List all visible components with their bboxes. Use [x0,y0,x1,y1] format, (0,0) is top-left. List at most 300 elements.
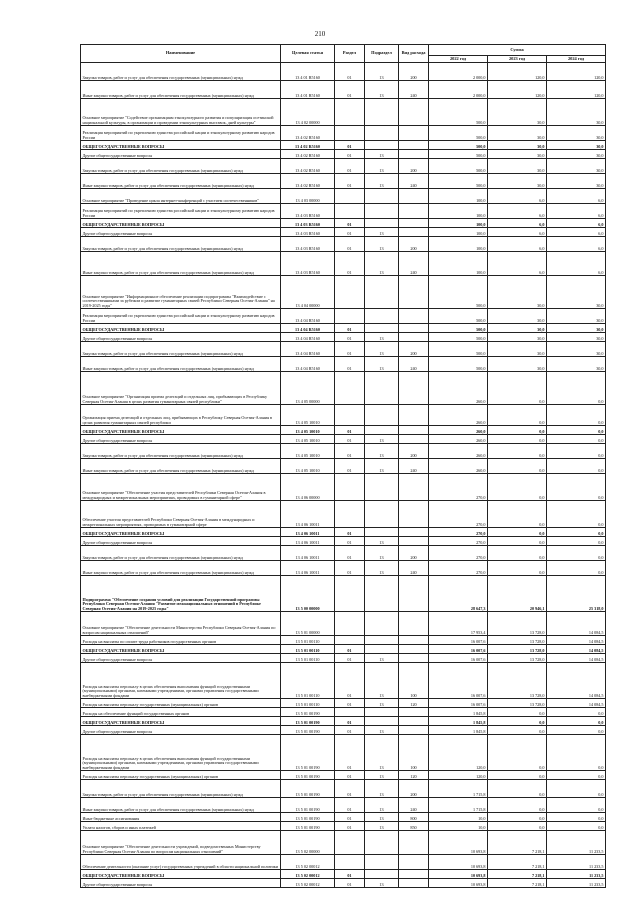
cell-2024: 0,0 [547,444,606,459]
cell-2023: 6,0 [488,237,547,252]
cell-name: Закупка товаров, работ и услуг для обеспечения государственных (муниципальных) нужд [81,237,281,252]
header-subsection: Подраздел [365,45,399,63]
table-row [81,219,606,228]
cell-2024: 0,0 [547,435,606,444]
cell-2024: 14 084,5 [547,654,606,663]
cell-kind [399,636,429,645]
table-row [81,435,606,444]
budget-table [80,44,606,888]
cell-section [335,276,365,309]
cell-2023: 0,0 [488,561,547,576]
cell-kind: 240 [399,174,429,189]
cell-2023: 0,0 [488,501,547,528]
cell-2022: 260,0 [429,435,488,444]
table-row [81,189,606,204]
cell-kind: 850 [399,822,429,831]
cell-2023: 120,0 [488,63,547,81]
cell-2024: 30,0 [547,309,606,324]
cell-2022: 500,0 [429,174,488,189]
cell-2022: 100,0 [429,204,488,219]
cell-subsection [365,309,399,324]
cell-subsection: 13 [365,342,399,357]
cell-name: Иные закупки товаров, работ и услуг для обеспечения государственных (муниципальных) нужд [81,798,281,813]
cell-2023: 13 728,0 [488,699,547,708]
cell-code: 13 4 02 R5160 [281,126,335,141]
cell-kind: 240 [399,459,429,474]
table-row [81,576,606,612]
cell-2024: 0,0 [547,537,606,546]
cell-2023: 6,0 [488,189,547,204]
cell-code: 13 5 01 00190 [281,771,335,780]
cell-section: 01 [335,546,365,561]
cell-kind [399,219,429,228]
cell-2024: 14 084,5 [547,636,606,645]
cell-kind [399,435,429,444]
cell-2022: 270,0 [429,546,488,561]
table-row [81,237,606,252]
table-row [81,645,606,654]
cell-code: 13 5 01 00190 [281,717,335,726]
cell-2022: 260,0 [429,459,488,474]
header-year-2024: 2024 год [547,56,606,63]
cell-kind [399,324,429,333]
cell-section: 01 [335,717,365,726]
cell-2024: 14 084,5 [547,612,606,636]
cell-kind: 200 [399,444,429,459]
cell-name: Другие общегосударственные вопросы [81,537,281,546]
table-row [81,228,606,237]
cell-2022: 500,0 [429,126,488,141]
cell-code: 13 5 01 00190 [281,780,335,798]
cell-subsection [365,831,399,855]
cell-name: Другие общегосударственные вопросы [81,726,281,735]
cell-code: 13 4 03 R5160 [281,204,335,219]
table-row [81,636,606,645]
header-code: Целевая статья [281,45,335,63]
header-year-2022: 2022 год [429,56,488,63]
table-row [81,444,606,459]
cell-2024: 6,0 [547,228,606,237]
cell-subsection: 13 [365,798,399,813]
cell-kind [399,189,429,204]
cell-section [335,708,365,717]
cell-code: 13 4 04 R5160 [281,342,335,357]
cell-subsection: 13 [365,459,399,474]
cell-code: 13 4 05 10010 [281,435,335,444]
cell-section: 01 [335,654,365,663]
cell-code: 13 4 02 R5160 [281,159,335,174]
cell-code: 13 4 01 R5160 [281,63,335,81]
cell-section [335,612,365,636]
cell-section: 01 [335,813,365,822]
cell-2024: 11 233,5 [547,855,606,870]
cell-subsection [365,870,399,879]
cell-2023: 0,0 [488,405,547,426]
table-row [81,879,606,888]
cell-name: Закупка товаров, работ и услуг для обеспечения государственных (муниципальных) нужд [81,342,281,357]
table-row [81,771,606,780]
cell-2024: 6,0 [547,219,606,228]
cell-subsection [365,219,399,228]
cell-name: Расходы на выплаты персоналу государственных (муниципальных) органов [81,771,281,780]
cell-name: Основное мероприятие "Обеспечение деятельности учреждений, подведомственных Министерству Республики Северная Осетия-Алания по вопросам национальных отношений" [81,831,281,855]
cell-2023: 6,0 [488,204,547,219]
cell-2022: 100,0 [429,228,488,237]
cell-name: ОБЩЕГОСУДАРСТВЕННЫЕ ВОПРОСЫ [81,870,281,879]
cell-2023: 0,0 [488,813,547,822]
cell-2023: 30,0 [488,174,547,189]
table-row [81,159,606,174]
cell-code: 13 5 01 00110 [281,645,335,654]
cell-2023: 6,0 [488,252,547,276]
table-row [81,780,606,798]
cell-section [335,126,365,141]
cell-2023: 0,0 [488,372,547,405]
cell-name: Другие общегосударственные вопросы [81,879,281,888]
cell-subsection: 13 [365,357,399,372]
cell-code: 13 5 02 00012 [281,855,335,870]
cell-subsection: 13 [365,150,399,159]
cell-2023: 30,0 [488,126,547,141]
cell-name: Иные закупки товаров, работ и услуг для обеспечения государственных (муниципальных) нужд [81,561,281,576]
cell-2022: 500,0 [429,141,488,150]
cell-kind: 200 [399,342,429,357]
cell-2024: 0,0 [547,771,606,780]
cell-name: Обеспечение участия представителей Республики Северная Осетия-Алания в международных и межрегиональных мероприятиях, проводимых в гуманитарной сфере [81,501,281,528]
cell-2024: 30,0 [547,141,606,150]
cell-name: Закупка товаров, работ и услуг для обеспечения государственных (муниципальных) нужд [81,444,281,459]
cell-code: 13 5 02 00012 [281,879,335,888]
cell-subsection: 13 [365,561,399,576]
cell-name: Основное мероприятие "Информационное обеспечение реализации подпрограммы "Взаимодействие с соотечественниками за рубежом и развитие гуманитарных связей Республики Северная Осетия-Алания" на 2019-2025 годы" [81,276,281,309]
cell-section [335,576,365,612]
cell-code: 13 5 00 00000 [281,576,335,612]
table-row [81,612,606,636]
cell-subsection: 13 [365,444,399,459]
cell-2024: 25 318,0 [547,576,606,612]
cell-kind [399,855,429,870]
cell-name: Иные закупки товаров, работ и услуг для обеспечения государственных (муниципальных) нужд [81,81,281,99]
cell-section: 01 [335,780,365,798]
cell-2022: 16 007,6 [429,699,488,708]
table-row [81,99,606,126]
cell-kind [399,99,429,126]
cell-name: Уплата налогов, сборов и иных платежей [81,822,281,831]
cell-2022: 1 715,8 [429,798,488,813]
cell-kind [399,276,429,309]
cell-2022: 500,0 [429,324,488,333]
cell-2022: 270,0 [429,537,488,546]
table-body [81,63,606,888]
cell-code: 13 4 02 R5160 [281,150,335,159]
table-row [81,204,606,219]
cell-2023: 30,0 [488,150,547,159]
page-number: 210 [314,30,326,38]
cell-2022: 500,0 [429,159,488,174]
cell-2024: 0,0 [547,501,606,528]
cell-kind [399,150,429,159]
table-row [81,870,606,879]
cell-kind [399,141,429,150]
table-row [81,63,606,81]
cell-kind: 200 [399,237,429,252]
cell-2023: 0,0 [488,726,547,735]
cell-kind: 200 [399,546,429,561]
cell-kind [399,204,429,219]
cell-code: 13 5 01 00190 [281,726,335,735]
table-row [81,831,606,855]
cell-2024: 0,0 [547,780,606,798]
table-row [81,309,606,324]
table-row [81,150,606,159]
cell-subsection: 13 [365,654,399,663]
cell-name: Основное мероприятие "Содействие организациям этнокультурного развития и популяризация осетинской национальной культуры, в организации и проведении этнокультурных выставок, дней культуры" [81,99,281,126]
cell-subsection: 13 [365,699,399,708]
cell-2024: 0,0 [547,405,606,426]
cell-code: 13 4 04 R5160 [281,357,335,372]
cell-code: 13 4 02 00000 [281,99,335,126]
table-row [81,501,606,528]
cell-section: 01 [335,879,365,888]
cell-subsection: 13 [365,663,399,699]
table-row [81,699,606,708]
cell-section [335,309,365,324]
table-row [81,276,606,309]
cell-2023: 0,0 [488,735,547,771]
cell-kind: 240 [399,561,429,576]
cell-code: 13 4 02 R5160 [281,141,335,150]
cell-2023: 30,0 [488,99,547,126]
cell-2022: 10 693,8 [429,870,488,879]
cell-kind: 100 [399,663,429,699]
cell-subsection: 13 [365,537,399,546]
cell-kind: 800 [399,813,429,822]
cell-2023: 0,0 [488,444,547,459]
cell-2024: 0,0 [547,561,606,576]
cell-2023: 0,0 [488,798,547,813]
cell-code: 13 5 01 00110 [281,663,335,699]
cell-code: 13 4 04 R5160 [281,333,335,342]
cell-section: 01 [335,645,365,654]
cell-name: Закупка товаров, работ и услуг для обеспечения государственных (муниципальных) нужд [81,159,281,174]
cell-kind: 200 [399,63,429,81]
cell-kind [399,228,429,237]
cell-subsection [365,645,399,654]
cell-subsection [365,636,399,645]
table-row [81,459,606,474]
table-row [81,126,606,141]
cell-2024: 30,0 [547,150,606,159]
cell-section: 01 [335,435,365,444]
cell-subsection [365,576,399,612]
cell-subsection [365,141,399,150]
cell-2024: 6,0 [547,189,606,204]
cell-subsection: 13 [365,735,399,771]
cell-kind: 200 [399,159,429,174]
cell-2022: 28 647,3 [429,576,488,612]
cell-name: ОБЩЕГОСУДАРСТВЕННЫЕ ВОПРОСЫ [81,528,281,537]
cell-2022: 2 000,0 [429,63,488,81]
cell-section: 01 [335,771,365,780]
cell-code: 13 4 05 10010 [281,444,335,459]
cell-section [335,855,365,870]
cell-2023: 30,0 [488,324,547,333]
cell-code: 13 5 01 00190 [281,798,335,813]
cell-2024: 30,0 [547,159,606,174]
cell-code: 13 4 05 00000 [281,372,335,405]
cell-2022: 10 693,8 [429,855,488,870]
cell-name: Основное мероприятие "Обеспечение деятельности Министерства Республики Северная Осетия-Алания по вопросам национальных отношений" [81,612,281,636]
cell-name: Иные закупки товаров, работ и услуг для обеспечения государственных (муниципальных) нужд [81,459,281,474]
cell-kind [399,528,429,537]
cell-code: 13 4 03 R5160 [281,237,335,252]
cell-2023: 30,0 [488,309,547,324]
table-row [81,717,606,726]
cell-section [335,204,365,219]
cell-kind: 120 [399,771,429,780]
cell-2022: 260,0 [429,405,488,426]
cell-name: Иные закупки товаров, работ и услуг для обеспечения государственных (муниципальных) нужд [81,252,281,276]
cell-name: Основное мероприятие "Обеспечение участия представителей Республики Северная Осетия-Алания в международных и межрегиональных мероприятиях, проводимых в гуманитарной сфере" [81,474,281,501]
cell-2023: 6,0 [488,219,547,228]
cell-2024: 0,0 [547,735,606,771]
cell-2023: 30,0 [488,342,547,357]
cell-2024: 30,0 [547,276,606,309]
cell-2022: 16 007,6 [429,645,488,654]
cell-2024: 0,0 [547,474,606,501]
cell-section: 01 [335,444,365,459]
cell-2024: 30,0 [547,126,606,141]
cell-2022: 260,0 [429,444,488,459]
cell-kind: 240 [399,252,429,276]
cell-kind [399,645,429,654]
cell-code: 13 5 02 00000 [281,831,335,855]
cell-section: 01 [335,252,365,276]
table-row [81,357,606,372]
cell-2023: 7 218,1 [488,870,547,879]
cell-name: Расходы на выплаты персоналу в целях обеспечения выполнения функций государственными (муниципальными) органами, казенными учреждениями, органами управления государственными внебюджетными фондами [81,663,281,699]
table-row [81,813,606,822]
header-sum: Сумма [429,45,606,56]
cell-subsection [365,126,399,141]
cell-2024: 0,0 [547,708,606,717]
cell-code: 13 5 01 00110 [281,654,335,663]
cell-2022: 16 007,6 [429,654,488,663]
cell-2024: 0,0 [547,546,606,561]
cell-name: ОБЩЕГОСУДАРСТВЕННЫЕ ВОПРОСЫ [81,645,281,654]
cell-section [335,405,365,426]
cell-name: Обеспечение деятельности (оказание услуг) государственных учреждений в области национальной политики [81,855,281,870]
header-section: Раздел [335,45,365,63]
cell-subsection [365,612,399,636]
cell-kind [399,372,429,405]
cell-kind: 100 [399,735,429,771]
table-row [81,333,606,342]
cell-section: 01 [335,219,365,228]
table-row [81,81,606,99]
cell-subsection: 13 [365,726,399,735]
cell-2022: 500,0 [429,99,488,126]
table-row [81,735,606,771]
cell-section: 01 [335,159,365,174]
table-row [81,174,606,189]
cell-2022: 10,0 [429,822,488,831]
table-row [81,405,606,426]
cell-2022: 100,0 [429,252,488,276]
cell-kind: 240 [399,798,429,813]
cell-section: 01 [335,726,365,735]
cell-2022: 100,0 [429,219,488,228]
cell-2024: 30,0 [547,99,606,126]
cell-kind [399,426,429,435]
cell-2022: 10 693,8 [429,879,488,888]
cell-2024: 30,0 [547,333,606,342]
cell-2022: 500,0 [429,309,488,324]
cell-subsection: 13 [365,333,399,342]
cell-2022: 270,0 [429,561,488,576]
cell-2022: 260,0 [429,426,488,435]
cell-name: Иные бюджетные ассигнования [81,813,281,822]
cell-section: 01 [335,822,365,831]
cell-code: 13 4 05 10010 [281,426,335,435]
cell-code: 13 5 01 00000 [281,612,335,636]
table-row [81,474,606,501]
cell-subsection [365,426,399,435]
cell-subsection: 13 [365,81,399,99]
cell-code: 13 5 01 00190 [281,813,335,822]
cell-code: 13 4 03 R5160 [281,228,335,237]
cell-2023: 13 728,0 [488,645,547,654]
cell-subsection [365,324,399,333]
cell-2022: 500,0 [429,357,488,372]
cell-code: 13 4 05 10010 [281,459,335,474]
cell-section: 01 [335,150,365,159]
cell-kind [399,333,429,342]
cell-2023: 0,0 [488,717,547,726]
cell-code: 13 4 06 10011 [281,537,335,546]
cell-section [335,372,365,405]
cell-2022: 270,0 [429,528,488,537]
cell-name: Другие общегосударственные вопросы [81,333,281,342]
cell-section [335,99,365,126]
cell-subsection [365,405,399,426]
cell-2022: 17 953,4 [429,612,488,636]
cell-2023: 0,0 [488,474,547,501]
cell-code: 13 4 06 10011 [281,528,335,537]
cell-2024: 30,0 [547,324,606,333]
cell-code: 13 4 05 10010 [281,405,335,426]
cell-2024: 0,0 [547,426,606,435]
cell-2023: 13 728,0 [488,612,547,636]
cell-subsection: 13 [365,771,399,780]
cell-subsection: 13 [365,174,399,189]
cell-2024: 0,0 [547,813,606,822]
cell-kind: 200 [399,780,429,798]
cell-2022: 500,0 [429,333,488,342]
cell-subsection: 13 [365,228,399,237]
cell-code: 13 5 02 00012 [281,870,335,879]
table-row [81,546,606,561]
table-row [81,342,606,357]
cell-2024: 6,0 [547,252,606,276]
cell-2022: 120,0 [429,735,488,771]
cell-2023: 30,0 [488,159,547,174]
cell-section: 01 [335,528,365,537]
cell-code: 13 4 06 10011 [281,546,335,561]
cell-2023: 7 218,1 [488,879,547,888]
cell-section: 01 [335,561,365,576]
cell-kind [399,831,429,855]
